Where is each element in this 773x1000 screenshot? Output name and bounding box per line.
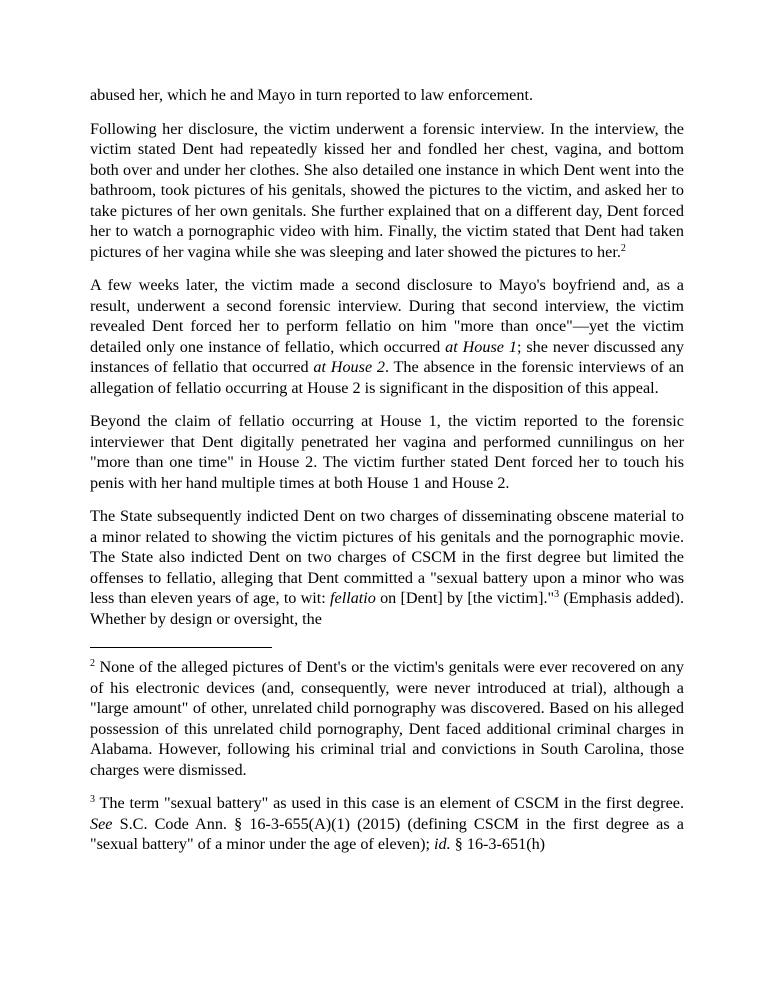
text-segment: . The absence in the forensic interviews of an allegation of fellatio occurring at House 2 is significant in the disposition of this appeal. [90,358,684,397]
text-segment: S.C. Code Ann. § 16-3-655(A)(1) (2015) (defining CSCM in the first degree as a "sexual battery" of a minor under the age of eleven); [90,814,684,853]
footnote [90,657,684,780]
text-segment: A few weeks later, the victim made a second disclosure to Mayo's boyfriend and, as a result, underwent a second forensic interview. During that second interview, the victim revealed Dent forced her to perform fellatio on him "more than once"—yet the victim detailed only one instance of fellatio, which occurred [90,276,684,356]
footnote-reference: 2 [90,658,95,669]
italic-text: at House 2 [313,358,385,376]
footnote-reference: 3 [90,794,95,805]
footnotes [90,657,684,855]
text-segment: Following her disclosure, the victim underwent a forensic interview. In the interview, the victim stated Dent had repeatedly kissed her and fondled her chest, vagina, and bottom both over and under her clothes. She also detailed one instance in which Dent went into the bathroom, took pictures of his genitals, showed the pictures to the victim, and asked her to take pictures of her own genitals. She further explained that on a different day, Dent forced her to watch a pornographic video with him. Finally, the victim stated that Dent had taken pictures of her vagina while she was sleeping and later showed the pictures to her. [90,119,684,261]
text-segment: None of the alleged pictures of Dent's or the victim's genitals were ever recovered on any of his electronic devices (and, consequently, were never introduced at trial), although a "large amount" of other, unrelated child pornography was discovered. Based on his alleged possession of this unrelated child pornography, Dent faced additional criminal charges in Alabama. However, following his criminal trial and convictions in South Carolina, those charges were dismissed. [90,658,684,779]
text-segment: The term "sexual battery" as used in this case is an element of CSCM in the first degree. [95,794,684,812]
paragraph [90,411,684,493]
body-text [90,85,684,629]
text-segment: (Emphasis added). Whether by design or oversight, the [90,589,684,628]
italic-text: See [90,814,113,833]
paragraph [90,119,684,263]
footnote [90,793,684,855]
footnote-separator [90,647,272,648]
footnote-reference: 3 [554,589,560,600]
paragraph [90,85,684,106]
italic-text: at House 1 [445,337,517,356]
italic-text: fellatio [330,589,376,607]
paragraph [90,506,684,629]
text-segment: ; she never discussed any instances of fellatio that occurred [90,337,684,376]
paragraph [90,275,684,398]
footnote-reference: 2 [620,242,626,254]
text-segment: abused her, which he and Mayo in turn reported to law enforcement. [90,86,534,104]
text-segment: Beyond the claim of fellatio occurring at House 1, the victim reported to the forensic interviewer that Dent digitally penetrated her vagina and performed cunnilingus on her "more than one time" in House 2. The victim further stated Dent forced her to touch his penis with her hand multiple times at both House 1 and House 2. [90,412,684,492]
italic-text: id. [434,835,451,853]
text-segment: The State subsequently indicted Dent on two charges of disseminating obscene material to a minor related to showing the victim pictures of his genitals and the pornographic movie. The State also indicted Dent on two charges of CSCM in the first degree but limited the offenses to fellatio, alleging that Dent committed a "sexual battery upon a minor who was less than eleven years of age, to wit: [90,507,684,607]
text-segment: on [Dent] by [the victim]." [375,589,555,607]
text-segment: § 16-3-651(h) [450,835,546,853]
document-page [90,85,684,868]
